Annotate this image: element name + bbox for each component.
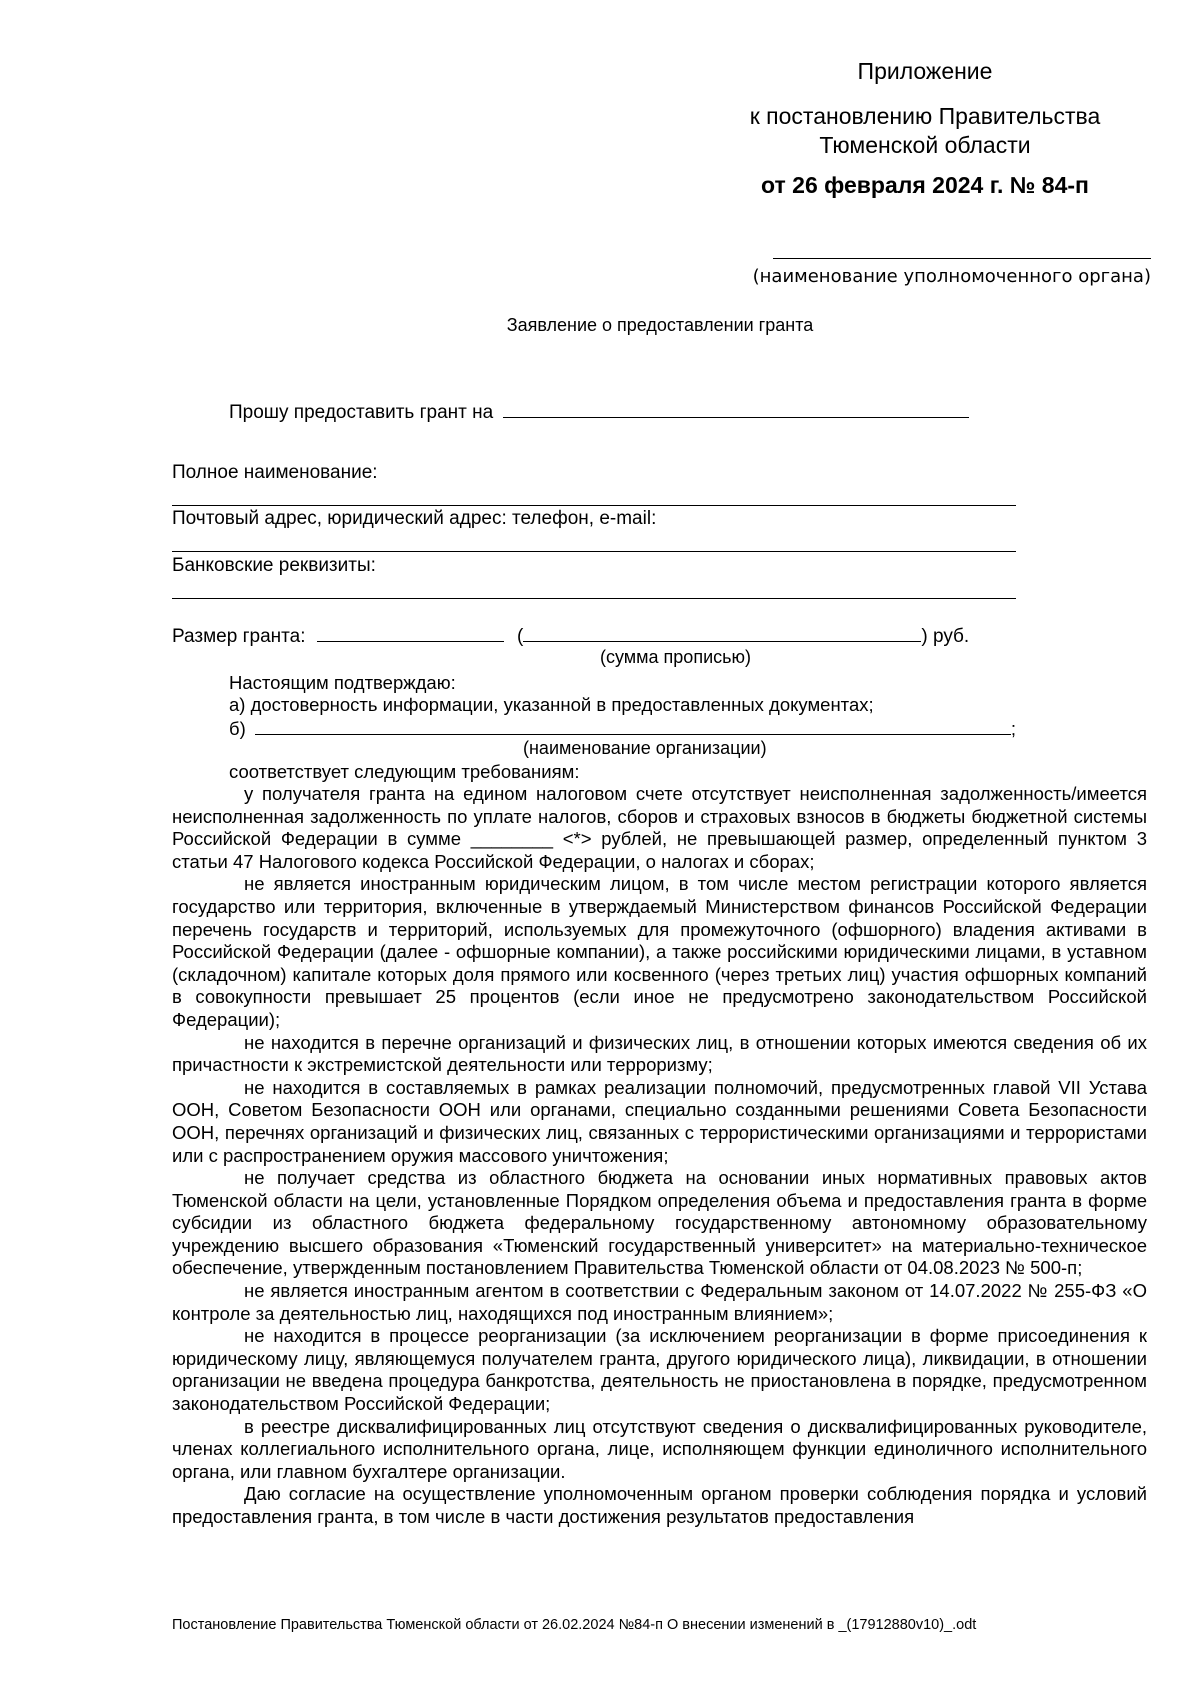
requirements-body bbox=[172, 783, 1147, 1529]
confirm-item-b-marker: б) bbox=[229, 718, 246, 739]
consent-paragraph: Даю согласие на осуществление уполномоченным органом проверки соблюдения порядка и условий предоставления гранта, в том числе в части достижения результатов предоставления bbox=[172, 1483, 1147, 1527]
document-title: Заявление о предоставлении гранта bbox=[506, 315, 814, 335]
recipient-caption: (наименование уполномоченного органа) bbox=[752, 266, 1151, 287]
confirm-item-a: а) достоверность информации, указанной в предоставленных документах; bbox=[229, 694, 874, 715]
requirement-no-other-funds: не получает средства из областного бюджета на основании иных нормативных правовых актов Тюменской области на цели, установленные Порядком определения объема и предоставления гранта в форме субсидии из областного бюджета федеральному государственному автономному образовательному учреждению высшего образования «Тюменский государственный университет» на материально-техническое обеспечение, утвержденным постановлением Правительства Тюменской области от 04.08.2023 № 500-п; bbox=[172, 1167, 1147, 1279]
grant-size-row bbox=[172, 623, 969, 648]
grant-size-label: Размер гранта: bbox=[172, 626, 306, 647]
address-label: Почтовый адрес, юридический адрес: телефон, e-mail: bbox=[172, 508, 657, 529]
requirement-extremism: не находится в перечне организаций и физических лиц, в отношении которых имеются сведения об их причастности к экстремистской деятельности или терроризму; bbox=[172, 1031, 1147, 1076]
full-name-blank-line bbox=[172, 505, 1016, 506]
address-blank-line bbox=[172, 551, 1016, 552]
requirement-tax-debt: у получателя гранта на едином налоговом счете отсутствует неисполненная задолженность/имеется неисполненная задолженность по уплате налогов, сборов и страховых взносов в бюджеты бюджетной системы Российской Федерации в сумме ________ <*> рублей, не превышающей размер, определенный пунктом 3 статьи 47 Налогового кодекса Российской Федерации, о налогах и сборах; bbox=[172, 783, 1147, 872]
full-name-label: Полное наименование: bbox=[172, 462, 378, 483]
page-footer: Постановление Правительства Тюменской области от 26.02.2024 №84-п О внесении изменений в _(17912880v10)_.odt bbox=[172, 1617, 977, 1633]
organization-name-blank bbox=[255, 716, 1011, 735]
currency-label: ) руб. bbox=[921, 626, 970, 647]
requirement-foreign-agent: не является иностранным агентом в соответствии с Федеральным законом от 14.07.2022 № 255-ФЗ «О контроле за деятельностью лиц, находящихся под иностранным влиянием»; bbox=[172, 1280, 1147, 1324]
appendix-reference-line2: Тюменской области bbox=[819, 132, 1031, 158]
appendix-reference bbox=[700, 102, 1150, 160]
requirements-intro: соответствует следующим требованиям: bbox=[229, 761, 580, 782]
requirement-offshore: не является иностранным юридическим лицом, в том числе местом регистрации которого является государство или территория, включенные в утверждаемый Министерством финансов Российской Федерации перечень государств и территорий, используемых для промежуточного (офшорного) владения активами в Российской Федерации (далее - офшорные компании), а также российскими юридическими лицами, в уставном (складочном) капитале которых доля прямого или косвенного (через третьих лиц) участия офшорных компаний в совокупности превышает 25 процентов (если иное не предусмотрено законодательством Российской Федерации); bbox=[172, 873, 1147, 1030]
grant-purpose-blank bbox=[503, 399, 969, 418]
recipient-blank-line bbox=[773, 258, 1151, 259]
confirm-item-b-end: ; bbox=[1010, 718, 1017, 739]
bank-blank-line bbox=[172, 598, 1016, 599]
requirement-reorganization: не находится в процессе реорганизации (за исключением реорганизации в форме присоединения к юридическому лицу, являющемуся получателем гранта, другого юридического лица), ликвидации, в отношении организации не введена процедура банкротства, деятельность не приостановлена в порядке, предусмотренном законодательством Российской Федерации; bbox=[172, 1325, 1147, 1415]
amount-words-caption: (сумма прописью) bbox=[600, 647, 751, 667]
appendix-reference-line1: к постановлению Правительства bbox=[749, 103, 1101, 129]
confirm-item-b bbox=[229, 716, 1016, 740]
appendix-heading: Приложение bbox=[857, 58, 993, 84]
open-paren: ( bbox=[517, 626, 524, 647]
grant-amount-blank bbox=[317, 623, 504, 642]
confirm-intro: Настоящим подтверждаю: bbox=[229, 672, 456, 693]
grant-amount-words-blank bbox=[523, 623, 921, 642]
requirement-un-lists: не находится в составляемых в рамках реализации полномочий, предусмотренных главой VII Устава ООН, Советом Безопасности ООН или органами, специально созданными решениями Совета Безопасности ООН, перечнях организаций и физических лиц, связанных с террористическими организациями и террористами или с распространением оружия массового уничтожения; bbox=[172, 1076, 1147, 1166]
bank-label: Банковские реквизиты: bbox=[172, 555, 376, 576]
organization-name-caption: (наименование организации) bbox=[523, 738, 767, 758]
decree-number: от 26 февраля 2024 г. № 84-п bbox=[761, 172, 1089, 198]
requirement-disqualified: в реестре дисквалифицированных лиц отсутствуют сведения о дисквалифицированных руководителе, членах коллегиального исполнительного органа, лице, исполняющем функции единоличного исполнительного органа, или главном бухгалтере организации. bbox=[172, 1415, 1147, 1482]
grant-request-line bbox=[229, 399, 969, 424]
grant-request-label: Прошу предоставить грант на bbox=[229, 402, 494, 423]
